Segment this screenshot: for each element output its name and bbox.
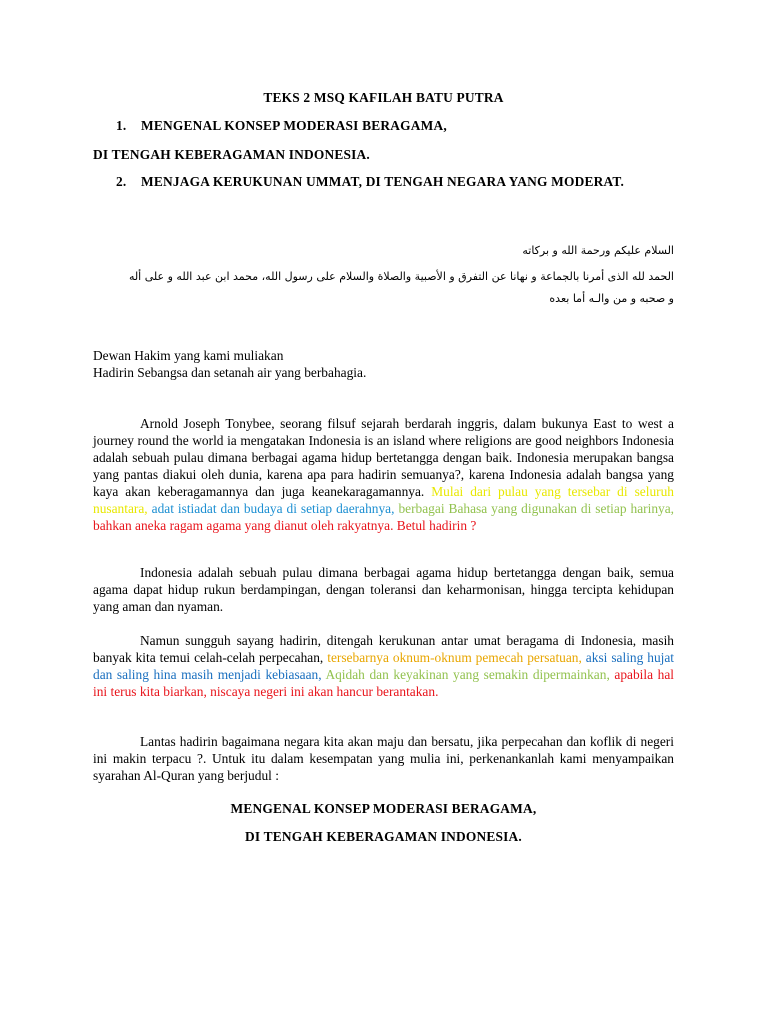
salutation-line: Dewan Hakim yang kami muliakan: [93, 348, 284, 363]
closing-title-line: DI TENGAH KEBERAGAMAN INDONESIA.: [245, 829, 522, 844]
highlight-red: bahkan aneka ragam agama yang dianut oleh rakyatnya. Betul hadirin ?: [93, 518, 477, 533]
highlight-yellow: Mulai dari pulau yang tersebar di seluruh nusantara,: [93, 484, 674, 516]
item-number: 2.: [116, 174, 127, 189]
salutation-line: Hadirin Sebangsa dan setanah air yang berbahagia.: [93, 365, 367, 380]
arabic-opening-line: الحمد لله الذى أمرنا بالجماعة و نهانا عن التفرق و الأصبية والصلاة والسلام على رسول الله، محمد ابن عبد الله و على أله: [128, 270, 674, 283]
paragraph-1: [93, 415, 674, 534]
highlight-blue: adat istiadat dan budaya di setiap daerahnya,: [147, 501, 395, 516]
text-span: Namun sungguh sayang hadirin, ditengah kerukunan antar umat beragama di Indonesia, masih banyak kita temui celah-celah perpecahan,: [93, 633, 674, 665]
highlight-orange: tersebarnya oknum-oknum pemecah persatuan,: [323, 650, 582, 665]
paragraph-4: Lantas hadirin bagaimana negara kita akan maju dan bersatu, jika perpecahan dan koflik di negeri ini makin terpacu ?. Untuk itu dalam kesempatan yang mulia ini, perkenankanlah kami menyampaikan syarahan Al-Quran yang berjudul :: [93, 734, 674, 783]
paragraph-2: Indonesia adalah sebuah pulau dimana berbagai agama hidup bertetangga dengan baik, semua agama dapat hidup rukun berdampingan, dengan toleransi dan keharmonisan, hingga tercipta kehidupan yang aman dan nyaman.: [93, 565, 674, 614]
highlight-blue: aksi saling hujat dan saling hina masih menjadi kebiasaan,: [93, 650, 675, 682]
text-span: Arnold Joseph Tonybee, seorang filsuf sejarah berdarah inggris, dalam bukunya East to west a journey round the world ia mengatakan Indonesia is an island where religions are good neighbors Indonesia adalah sebuah pulau dimana berbagai agama hidup bertetangga dengan baik. Indonesia merupakan bangsa yang pantas diakui oleh dunia, karena apa para hadirin semuanya?, karena Indonesia adalah bangsa yang kaya akan keberagamannya dan juga keanekaragamannya.: [93, 416, 674, 499]
item-1-subheading: DI TENGAH KEBERAGAMAN INDONESIA.: [93, 147, 370, 162]
item-text: MENJAGA KERUKUNAN UMMAT, DI TENGAH NEGARA YANG MODERAT.: [141, 174, 625, 189]
document-title: TEKS 2 MSQ KAFILAH BATU PUTRA: [263, 90, 504, 105]
highlight-green: berbagai Bahasa yang digunakan di setiap harinya,: [394, 501, 674, 516]
closing-title-line: MENGENAL KONSEP MODERASI BERAGAMA,: [230, 801, 537, 816]
item-number: 1.: [116, 118, 127, 133]
highlight-red: apabila hal ini terus kita biarkan, niscaya negeri ini akan hancur berantakan.: [93, 667, 674, 699]
paragraph-3: [93, 632, 674, 700]
item-text: MENGENAL KONSEP MODERASI BERAGAMA,: [141, 118, 447, 133]
arabic-opening-line: و صحبه و من والـه أما بعده: [549, 292, 674, 305]
highlight-green: Aqidah dan keyakinan yang semakin dipermainkan,: [321, 667, 610, 682]
arabic-greeting: السلام عليكم ورحمة الله و بركاته: [522, 244, 674, 257]
